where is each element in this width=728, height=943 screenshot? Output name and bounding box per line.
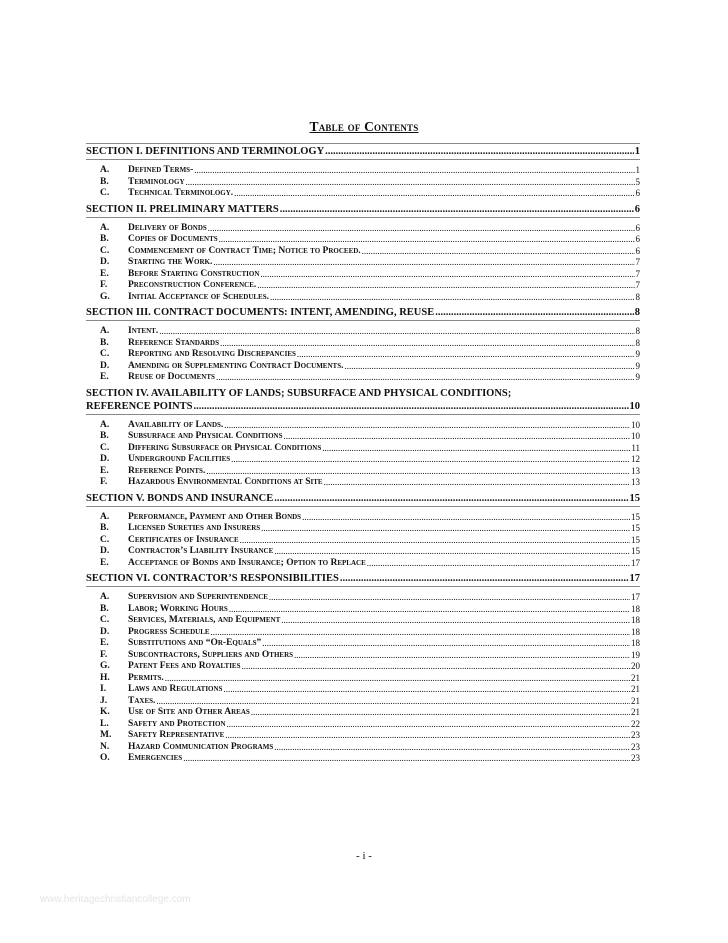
entry-page-number: 21 [631, 672, 640, 683]
toc-entry[interactable] [86, 326, 640, 338]
section-items [86, 507, 640, 572]
entry-letter: D. [100, 546, 110, 556]
entry-letter: H. [100, 672, 110, 683]
entry-letter: D. [100, 454, 110, 464]
dot-leader [224, 420, 630, 432]
dot-leader [223, 684, 630, 696]
entry-title: Technical Terminology. [128, 188, 234, 198]
entry-letter: C. [100, 245, 110, 256]
entry-title: Patent Fees and Royalties [128, 661, 241, 671]
entry-page-number: 5 [635, 176, 640, 187]
entry-letter: E. [100, 372, 109, 382]
entry-page-number: 12 [631, 454, 640, 464]
entry-page-number: 23 [631, 753, 640, 763]
entry-page-number: 18 [631, 626, 640, 637]
dot-leader [261, 523, 630, 535]
entry-letter: E. [100, 638, 109, 648]
toc-title: Table of Contents [309, 119, 419, 134]
section-items [86, 415, 640, 491]
entry-title: Certificates of Insurance [128, 534, 239, 545]
toc-entry[interactable] [86, 443, 640, 455]
entry-page-number: 7 [635, 268, 640, 279]
section-row [86, 572, 640, 585]
entry-letter: G. [100, 661, 110, 671]
entry-letter: B. [100, 603, 109, 614]
entry-title: Before Starting Construction [128, 268, 260, 279]
entry-letter: C. [100, 534, 110, 545]
entry-title: Amending or Supplementing Contract Documents. [128, 360, 344, 371]
entry-title: Safety Representative [128, 730, 225, 740]
entry-letter: E. [100, 465, 109, 476]
section-title: SECTION I. DEFINITIONS AND TERMINOLOGY [86, 146, 325, 157]
entry-letter: F. [100, 649, 108, 660]
entry-letter: F. [100, 477, 108, 487]
dot-leader [297, 349, 635, 361]
section-row [86, 145, 640, 158]
dot-leader [234, 188, 634, 200]
entry-page-number: 10 [631, 431, 640, 441]
entry-title: Laws and Regulations [128, 684, 223, 694]
dot-leader [211, 627, 630, 639]
entry-letter: N. [100, 741, 110, 752]
toc-entry[interactable] [86, 696, 640, 708]
dot-leader [280, 203, 634, 216]
entry-title: Differing Subsurface or Physical Conditions [128, 442, 322, 453]
section-page-number: 6 [634, 203, 640, 215]
entry-page-number: 21 [631, 695, 640, 706]
toc-entry[interactable] [86, 592, 640, 604]
dot-leader [186, 177, 635, 189]
entry-page-number: 11 [631, 442, 640, 453]
entry-page-number: 8 [635, 291, 640, 302]
entry-page-number: 18 [631, 603, 640, 614]
entry-page-number: 13 [631, 477, 640, 487]
toc-entry[interactable] [86, 349, 640, 361]
dot-leader [220, 338, 634, 350]
entry-page-number: 9 [635, 372, 640, 382]
dot-leader [322, 443, 630, 455]
entry-page-number: 8 [635, 337, 640, 348]
entry-page-number: 21 [631, 707, 640, 717]
entry-letter: C. [100, 188, 110, 198]
entry-letter: A. [100, 222, 110, 233]
entry-page-number: 7 [635, 280, 640, 290]
toc-entry[interactable] [86, 546, 640, 558]
entry-page-number: 17 [631, 557, 640, 568]
dot-leader [227, 719, 630, 731]
entry-letter: C. [100, 615, 110, 625]
entry-title: Reference Standards [128, 337, 220, 348]
section-row [86, 203, 640, 216]
entry-title: Commencement of Contract Time; Notice to Proceed. [128, 245, 361, 256]
entry-letter: B. [100, 176, 109, 187]
toc-entry[interactable] [86, 361, 640, 373]
entry-letter: A. [100, 592, 110, 602]
entry-title: Reference Points. [128, 465, 206, 476]
entry-title: Subcontractors, Suppliers and Others [128, 649, 294, 660]
entry-title: Terminology [128, 176, 185, 187]
dot-leader [325, 145, 634, 158]
section-row [86, 306, 640, 319]
entry-page-number: 18 [631, 638, 640, 648]
dot-leader [270, 292, 635, 304]
section-page-number: 8 [634, 307, 640, 318]
entry-page-number: 22 [631, 718, 640, 729]
toc-entry[interactable] [86, 338, 640, 350]
entry-letter: I. [100, 684, 107, 694]
dot-leader [183, 753, 630, 765]
toc-entry[interactable] [86, 558, 640, 570]
entry-title: Underground Facilities [128, 454, 231, 464]
dot-leader [324, 477, 630, 489]
entry-title: Taxes. [128, 695, 156, 706]
section-row [86, 492, 640, 505]
toc-entry[interactable] [86, 523, 640, 535]
entry-letter: M. [100, 730, 112, 740]
entry-title: Contractor’s Liability Insurance [128, 546, 274, 556]
toc-entry[interactable] [86, 627, 640, 639]
entry-page-number: 15 [631, 511, 640, 522]
toc-entry[interactable] [86, 638, 640, 650]
dot-leader [241, 661, 630, 673]
entry-title: Starting the Work. [128, 257, 213, 267]
entry-title: Acceptance of Bonds and Insurance; Option to Replace [128, 557, 366, 568]
entry-title: Labor; Working Hours [128, 603, 228, 614]
toc-entry[interactable] [86, 466, 640, 478]
dot-leader [229, 604, 630, 616]
entry-title: Substitutions and “Or-Equals” [128, 638, 262, 648]
dot-leader [240, 535, 630, 547]
section-heading[interactable] [86, 386, 640, 415]
toc-entry[interactable] [86, 188, 640, 200]
entry-title: Safety and Protection [128, 718, 226, 729]
entry-letter: E. [100, 557, 109, 568]
entry-title: Hazardous Environmental Conditions at Site [128, 477, 323, 487]
section-items [86, 321, 640, 386]
dot-leader [262, 638, 630, 650]
toc-entry[interactable] [86, 730, 640, 742]
dot-leader [193, 400, 628, 413]
entry-letter: B. [100, 234, 109, 244]
toc-entry[interactable] [86, 420, 640, 432]
toc-entry[interactable] [86, 604, 640, 616]
entry-title: Reporting and Resolving Discrepancies [128, 349, 296, 359]
section-heading[interactable] [86, 571, 640, 587]
entry-page-number: 21 [631, 684, 640, 694]
toc-entry[interactable] [86, 753, 640, 765]
entry-title: Initial Acceptance of Schedules. [128, 291, 269, 302]
entry-page-number: 18 [631, 615, 640, 625]
toc-entry[interactable] [86, 719, 640, 731]
entry-page-number: 15 [631, 523, 640, 533]
dot-leader [302, 512, 630, 524]
toc-entry[interactable] [86, 246, 640, 258]
table-of-contents [86, 143, 640, 767]
toc-entry[interactable] [86, 257, 640, 269]
entry-title: Progress Schedule [128, 626, 210, 637]
entry-page-number: 23 [631, 741, 640, 752]
toc-entry[interactable] [86, 177, 640, 189]
dot-leader [225, 730, 630, 742]
section-title: SECTION II. PRELIMINARY MATTERS [86, 203, 279, 215]
section-page-number: 1 [634, 146, 640, 157]
dot-leader [219, 234, 635, 246]
toc-entry[interactable] [86, 165, 640, 177]
entry-title: Copies of Documents [128, 234, 218, 244]
section-title: SECTION V. BONDS AND INSURANCE [86, 492, 274, 504]
toc-entry[interactable] [86, 707, 640, 719]
entry-letter: B. [100, 523, 109, 533]
dot-leader [194, 165, 634, 177]
entry-letter: E. [100, 268, 109, 279]
toc-entry[interactable] [86, 431, 640, 443]
entry-letter: C. [100, 349, 110, 359]
dot-leader [231, 454, 630, 466]
toc-entry[interactable] [86, 477, 640, 489]
entry-title: Use of Site and Other Areas [128, 707, 250, 717]
toc-entry[interactable] [86, 535, 640, 547]
dot-leader [283, 431, 630, 443]
toc-entry[interactable] [86, 223, 640, 235]
dot-leader [251, 707, 630, 719]
toc-entry[interactable] [86, 512, 640, 524]
dot-leader [269, 592, 630, 604]
entry-letter: O. [100, 753, 110, 763]
entry-letter: B. [100, 431, 109, 441]
section-heading[interactable] [86, 202, 640, 218]
toc-entry[interactable] [86, 234, 640, 246]
section-heading[interactable] [86, 143, 640, 160]
section-page-number: 15 [629, 492, 640, 504]
dot-leader [362, 246, 635, 258]
entry-page-number: 20 [631, 661, 640, 671]
toc-entry[interactable] [86, 684, 640, 696]
section-heading[interactable] [86, 491, 640, 507]
entry-title: Permits. [128, 672, 164, 683]
entry-letter: C. [100, 442, 110, 453]
entry-title: Preconstruction Conference. [128, 280, 257, 290]
section-title: SECTION III. CONTRACT DOCUMENTS: INTENT, AMENDING, REUSE [86, 307, 435, 318]
dot-leader [206, 466, 630, 478]
entry-page-number: 1 [635, 165, 640, 175]
entry-page-number: 13 [631, 465, 640, 476]
dot-leader [367, 558, 630, 570]
dot-leader [274, 742, 630, 754]
entry-page-number: 8 [635, 326, 640, 336]
toc-entry[interactable] [86, 661, 640, 673]
dot-leader [257, 280, 634, 292]
entry-title: Intent. [128, 326, 159, 336]
toc-entry[interactable] [86, 742, 640, 754]
dot-leader [260, 269, 634, 281]
toc-entry[interactable] [86, 650, 640, 662]
entry-letter: J. [100, 695, 108, 706]
toc-entry[interactable] [86, 673, 640, 685]
entry-letter: A. [100, 419, 110, 430]
entry-title: Hazard Communication Programs [128, 741, 274, 752]
entry-title: Defined Terms- [128, 165, 194, 175]
entry-title: Reuse of Documents [128, 372, 215, 382]
entry-letter: A. [100, 165, 110, 175]
entry-page-number: 15 [631, 534, 640, 545]
dot-leader [435, 306, 634, 319]
section-title-line1: SECTION IV. AVAILABILITY OF LANDS; SUBSURFACE AND PHYSICAL CONDITIONS; [86, 387, 512, 399]
section-page-number: 17 [629, 573, 640, 584]
section-heading[interactable] [86, 305, 640, 321]
section-items [86, 160, 640, 202]
section-title: REFERENCE POINTS [86, 400, 193, 412]
entry-title: Emergencies [128, 753, 183, 763]
entry-letter: G. [100, 291, 110, 302]
entry-page-number: 7 [635, 257, 640, 267]
entry-letter: A. [100, 326, 110, 336]
entry-page-number: 15 [631, 546, 640, 556]
dot-leader [216, 372, 635, 384]
entry-page-number: 19 [631, 649, 640, 660]
section-page-number: 10 [629, 400, 640, 412]
dot-leader [274, 492, 628, 505]
entry-letter: L. [100, 718, 109, 729]
entry-title: Availability of Lands. [128, 419, 224, 430]
dot-leader [340, 572, 629, 585]
entry-page-number: 17 [631, 592, 640, 602]
dot-leader [165, 673, 630, 685]
entry-page-number: 6 [635, 245, 640, 256]
toc-entry[interactable] [86, 372, 640, 384]
entry-title: Delivery of Bonds [128, 222, 207, 233]
entry-title: Supervision and Superintendence [128, 592, 268, 602]
page-number: - i - [356, 850, 372, 862]
entry-letter: A. [100, 511, 110, 522]
entry-letter: D. [100, 257, 110, 267]
dot-leader [213, 257, 634, 269]
entry-page-number: 6 [635, 222, 640, 233]
toc-entry[interactable] [86, 269, 640, 281]
section-items [86, 587, 640, 767]
section-items [86, 218, 640, 306]
dot-leader [281, 615, 630, 627]
entry-title: Subsurface and Physical Conditions [128, 431, 283, 441]
entry-letter: K. [100, 707, 110, 717]
entry-page-number: 23 [631, 730, 640, 740]
entry-letter: B. [100, 337, 109, 348]
dot-leader [274, 546, 630, 558]
entry-page-number: 9 [635, 349, 640, 359]
entry-title: Performance, Payment and Other Bonds [128, 511, 302, 522]
entry-page-number: 9 [635, 360, 640, 371]
entry-page-number: 6 [635, 188, 640, 198]
entry-page-number: 6 [635, 234, 640, 244]
toc-entry[interactable] [86, 292, 640, 304]
entry-page-number: 10 [631, 419, 640, 430]
section-title: SECTION VI. CONTRACTOR’S RESPONSIBILITIES [86, 573, 339, 584]
watermark: www.heritagechristiancollege.com [40, 894, 191, 905]
dot-leader [156, 696, 630, 708]
toc-entry[interactable] [86, 280, 640, 292]
dot-leader [294, 650, 630, 662]
toc-entry[interactable] [86, 615, 640, 627]
dot-leader [208, 223, 635, 235]
dot-leader [344, 361, 634, 373]
entry-letter: F. [100, 280, 108, 290]
toc-entry[interactable] [86, 454, 640, 466]
entry-title: Licensed Sureties and Insurers [128, 523, 261, 533]
dot-leader [159, 326, 634, 338]
entry-letter: D. [100, 360, 110, 371]
section-row [86, 400, 640, 413]
entry-title: Services, Materials, and Equipment [128, 615, 281, 625]
entry-letter: D. [100, 626, 110, 637]
